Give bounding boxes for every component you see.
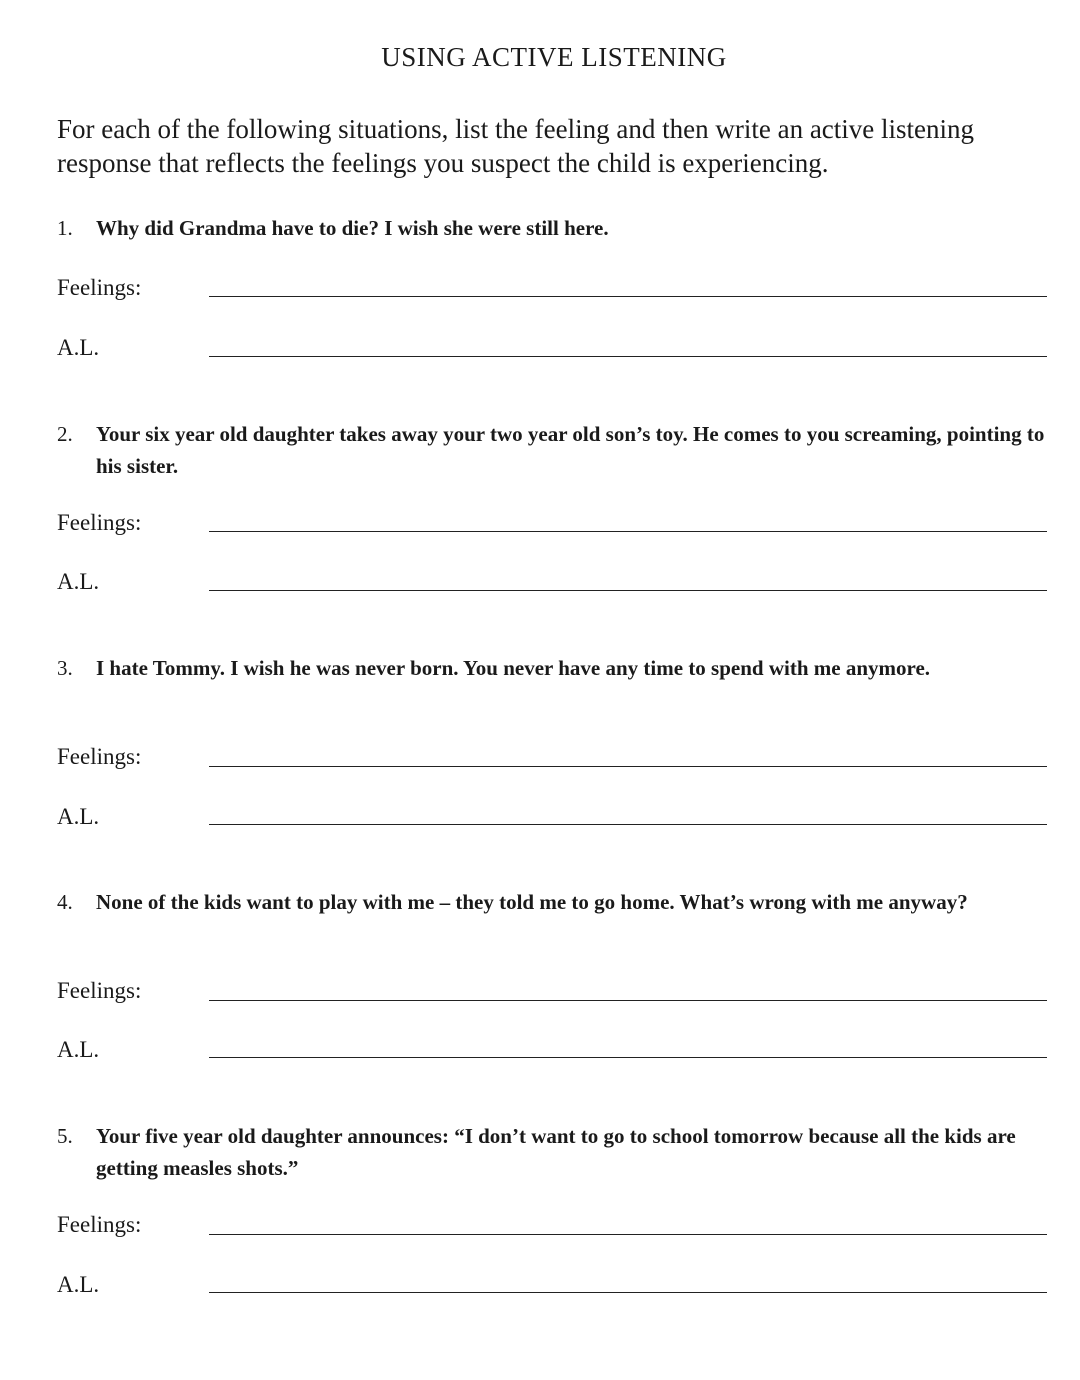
al-label-1: A.L. [57,335,100,360]
question-number: 3. [57,656,73,680]
question-text: Your six year old daughter takes away your two year old son’s toy. He comes to you screaming, pointing to his sister. [96,422,1045,478]
question-1 [57,212,1057,244]
question-4 [57,886,1057,918]
al-input-2[interactable] [209,569,1047,591]
question-number: 1. [57,216,73,240]
al-input-5[interactable] [209,1271,1047,1293]
feelings-input-2[interactable] [209,510,1047,532]
feelings-label-5: Feelings: [57,1212,142,1237]
al-label-2: A.L. [57,569,100,594]
question-text: I hate Tommy. I wish he was never born. You never have any time to spend with me anymore. [96,656,931,680]
feelings-label-4: Feelings: [57,978,142,1003]
al-input-3[interactable] [209,803,1047,825]
al-label-3: A.L. [57,804,100,829]
question-text: Your five year old daughter announces: “I don’t want to go to school tomorrow because all the kids are getting measles shots.” [96,1124,1016,1180]
question-5 [57,1120,1057,1184]
question-number: 2. [57,422,73,446]
feelings-input-1[interactable] [209,275,1047,297]
feelings-label-2: Feelings: [57,510,142,535]
al-label-5: A.L. [57,1272,100,1297]
question-number: 4. [57,890,73,914]
question-number: 5. [57,1124,73,1148]
feelings-input-4[interactable] [209,979,1047,1001]
al-label-4: A.L. [57,1037,100,1062]
feelings-input-3[interactable] [209,745,1047,767]
al-input-4[interactable] [209,1036,1047,1058]
feelings-label-1: Feelings: [57,275,142,300]
feelings-label-3: Feelings: [57,744,142,769]
question-text: Why did Grandma have to die? I wish she were still here. [96,216,609,240]
question-2 [57,418,1057,482]
page-title: USING ACTIVE LISTENING [381,42,727,72]
feelings-input-5[interactable] [209,1213,1047,1235]
question-text: None of the kids want to play with me – they told me to go home. What’s wrong with me anyway? [96,890,968,914]
question-3 [57,652,1057,684]
instructions: For each of the following situations, list the feeling and then write an active listening response that reflects the feelings you suspect the child is experiencing. [57,114,975,178]
al-input-1[interactable] [209,335,1047,357]
